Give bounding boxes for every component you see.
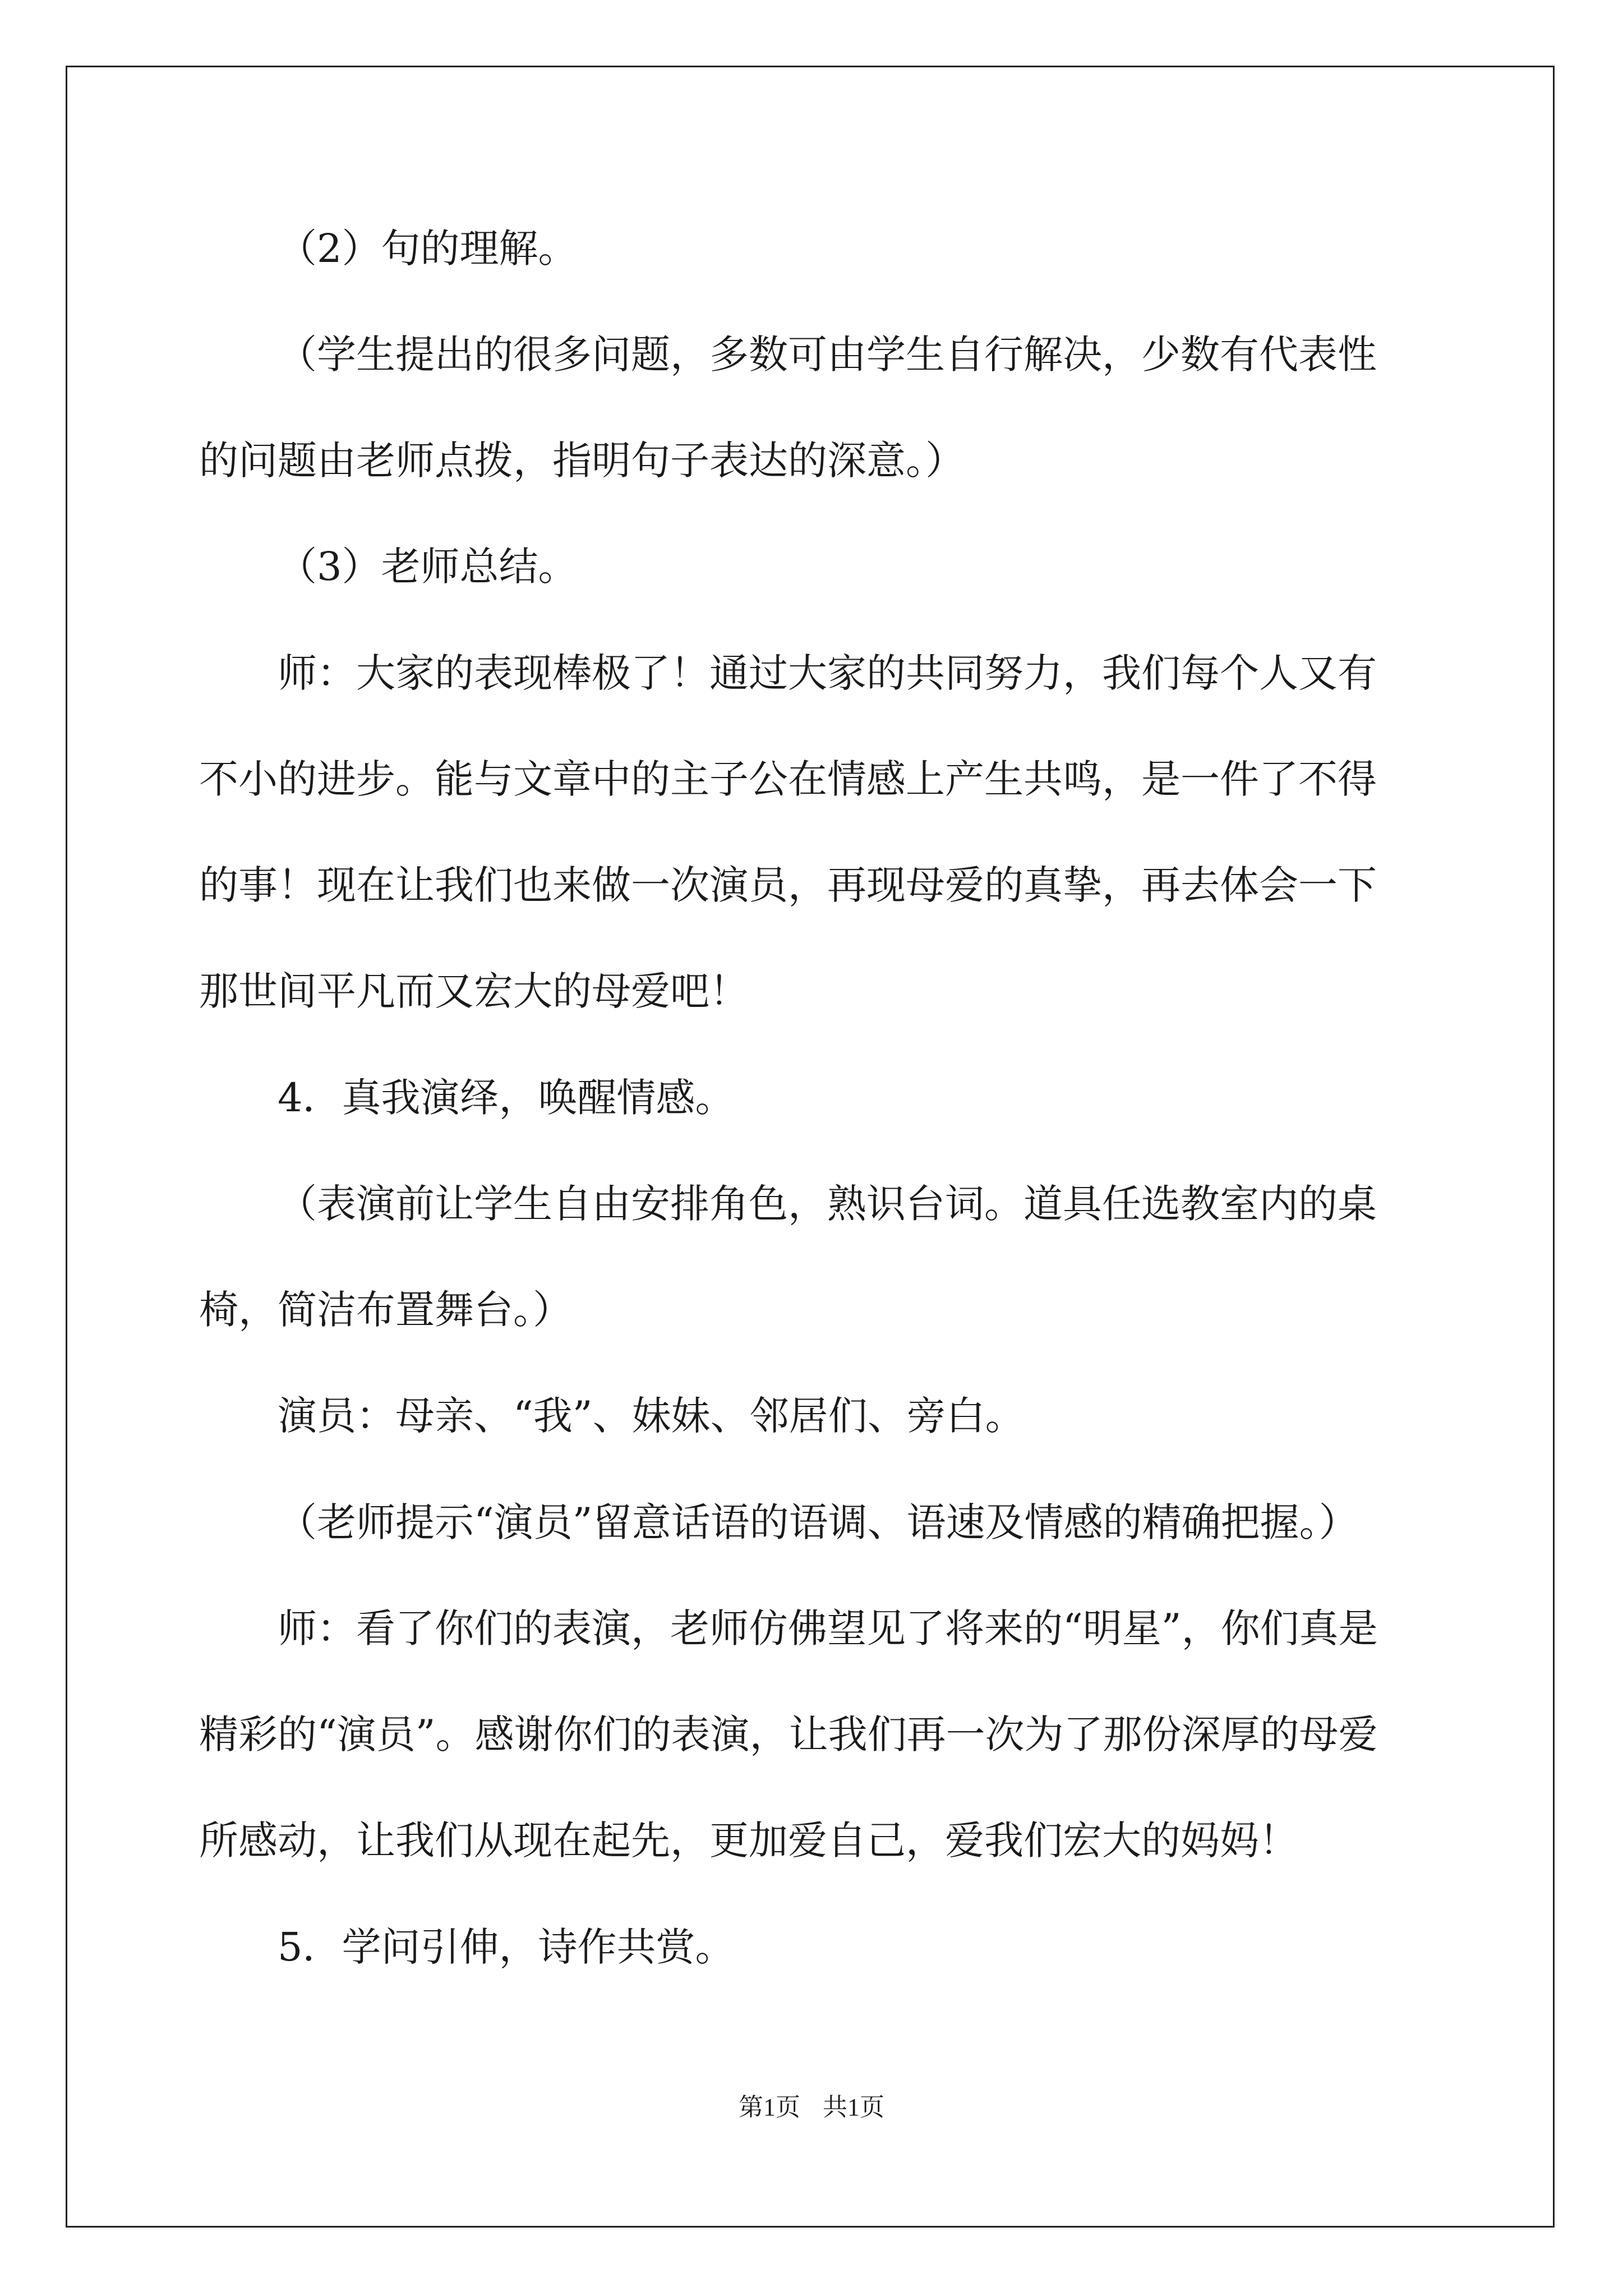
paragraph-line: 师：大家的表现棒极了！通过大家的共同努力，我们每个人又有 <box>278 650 1377 696</box>
paragraph-line: 的事！现在让我们也来做一次演员，再现母爱的真挚，再去体会一下 <box>199 862 1377 908</box>
paragraph-line: （表演前让学生自由安排角色，熟识台词。道具任选教室内的桌 <box>278 1181 1377 1227</box>
paragraph-line: 师：看了你们的表演，老师仿佛望见了将来的“明星”，你们真是 <box>278 1605 1378 1651</box>
paragraph-line: 椅，简洁布置舞台。） <box>199 1287 572 1333</box>
page-footer <box>0 2093 1623 2122</box>
paragraph-line: 精彩的“演员”。感谢你们的表演，让我们再一次为了那份深厚的母爱 <box>199 1711 1378 1757</box>
paragraph-line: 5．学问引伸，诗作共赏。 <box>278 1924 735 1970</box>
paragraph-line: 演员：母亲、“我”、妹妹、邻居们、旁白。 <box>278 1393 1025 1439</box>
page-total: 共1页 <box>823 2093 884 2121</box>
page-border <box>66 66 1555 2228</box>
paragraph-line: （学生提出的很多问题，多数可由学生自行解决，少数有代表性 <box>278 332 1377 378</box>
paragraph-line: 那世间平凡而又宏大的母爱吧！ <box>199 968 749 1014</box>
paragraph-line: 所感动，让我们从现在起先，更加爱自己，爱我们宏大的妈妈！ <box>199 1818 1298 1864</box>
paragraph-line: （老师提示“演员”留意话语的语调、语速及情感的精确把握。） <box>278 1499 1358 1545</box>
page-number: 第1页 <box>739 2093 800 2121</box>
paragraph-line: （2）句的理解。 <box>278 226 578 272</box>
paragraph-line: 不小的进步。能与文章中的主子公在情感上产生共鸣，是一件了不得 <box>199 756 1377 802</box>
paragraph-line: 4．真我演绎，唤醒情感。 <box>278 1075 735 1121</box>
paragraph-line: 的问题由老师点拨，指明句子表达的深意。） <box>199 438 965 484</box>
paragraph-line: （3）老师总结。 <box>278 544 578 590</box>
